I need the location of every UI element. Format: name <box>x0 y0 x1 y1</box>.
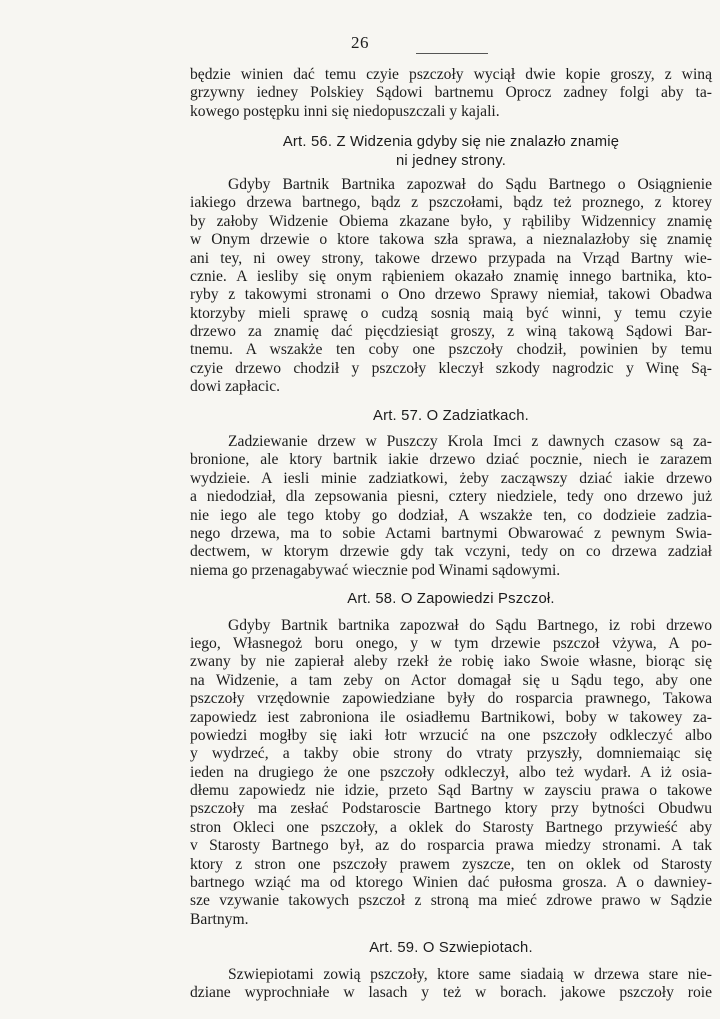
text-line: Zadziewanie drzew w Puszczy Krola Imci z dawnych czasow są za- <box>228 433 712 451</box>
text-line: pszczoły ma zesłać Podstaroscie Bartnego ktory przy bytności Obudwu <box>190 800 712 818</box>
text-line: na Widzenie, a tam zeby on Actor domagał się u Sądu tego, aby one <box>190 671 712 689</box>
text-line: stron Okleci one pszczoły, a oklek do Starosty Bartnego przywieść aby <box>190 818 712 836</box>
text-line: v Starosty Bartnego był, az do rosparcia prawa miedzy stronami. A tak <box>190 837 712 855</box>
article-56 <box>190 133 712 396</box>
text-line: zwany by nie zapierał aleby rzekł że robię iako Swoie własne, biorąc się <box>190 653 712 671</box>
text-line: Szwiepiotami zowią pszczoły, ktore same siadaią w drzewa stare nie- <box>228 965 712 983</box>
text-line: drzewo za znamię dać pięcdziesiąt groszy, z winą takową Sądowi Bar- <box>190 323 712 341</box>
text-line: nie iego ale tego ktoby go dodział, A wszakże ten, co dodzieie zadzia- <box>190 506 712 524</box>
text-line: tnemu. A wszakże ten coby one pszczoły chodził, powinien by temu <box>190 341 712 359</box>
article-57 <box>190 407 712 581</box>
article-56-heading-continued: ni jedney strony. <box>395 152 507 169</box>
text-line: iego, Własnegoż boru onego, y w tym drzewie pszczoł vżywa, A po- <box>190 634 712 652</box>
text-line: pszczoły vrzędownie zapowiedziane były do rosparcia prawnego, Takowa <box>190 690 712 708</box>
text-line: ieden na drugiego że one pszczoły odkleczył, albo też wydarł. A iż osia- <box>190 763 712 781</box>
article-57-heading: Art. 57. O Zadziatkach. <box>373 407 529 424</box>
text-line: nego drzewa, ma to sobie Actami bartnymi Obwarować z pewnym Swia- <box>190 524 712 542</box>
text-line: y wydrzeć, a takby obie strony do vtraty przyszły, domniemaiąc się <box>190 745 712 763</box>
text-line: dectwem, w ktorym drzewie gdy tak vczyni, tedy on co drzewa zadział <box>190 543 712 561</box>
article-59 <box>190 939 712 1002</box>
text-line: ktory z stron one pszczoły prawem zyszcze, ten on oklek od Starosty <box>190 855 712 873</box>
text-line: będzie winien dać temu czyie pszczoły wyciął dwie kopie groszy, z winą <box>190 66 712 83</box>
text-line: w Onym drzewie o ktore takowa szła sprawa, a nieznalazłoby się znamię <box>190 231 712 249</box>
text-line: kowego postępku inni się niedopuszczali y kajali. <box>190 102 500 120</box>
text-line: by załoby Widzenie Obiema zkazane było, y rąbiliby Widzennicy znamię <box>190 212 712 230</box>
article-56-heading: Art. 56. Z Widzenia gdyby się nie znalazło znamię <box>282 134 620 151</box>
opening-paragraph <box>190 66 712 121</box>
text-line: zapowiedz iest zabroniona ile osiadłemu Bartnikowi, boby w takowey za- <box>190 708 712 726</box>
header-rule <box>416 53 488 54</box>
page-content <box>190 66 712 1002</box>
text-line: grzywny iedney Polskiey Sądowi bartnemu Oprocz zadney folgi aby ta- <box>190 84 712 102</box>
text-line: niema go przenagabywać wiecznie pod Winami sądowymi. <box>190 561 561 579</box>
page-number: 26 <box>351 33 369 52</box>
text-line: ktorzyby mieli sprawę o cudzą sosnią maią być winni, y temu czyie <box>190 304 712 322</box>
text-line: cznie. A iesliby się onym rąbieniem okazało znamię innego bartnika, kto- <box>190 267 712 285</box>
article-58 <box>190 590 712 929</box>
text-line: dziane wyprochniałe w lasach y też w borach. jakowe pszczoły roie <box>190 983 712 1001</box>
text-line: Gdyby Bartnik Bartnika zapozwał do Sądu Bartnego o Osiągnienie <box>228 175 712 193</box>
article-58-heading: Art. 58. O Zapowiedzi Pszczoł. <box>347 591 555 608</box>
text-line: Gdyby Bartnik bartnika zapozwał do Sądu Bartnego, iz robi drzewo <box>228 616 712 634</box>
text-line: dłemu zapowiedz nie idzie, przeto Sąd Bartny w zaysciu prawa o takowe <box>190 782 712 800</box>
article-59-heading: Art. 59. O Szwiepiotach. <box>369 940 533 957</box>
text-line: powiedzi mogłby się iaki łotr wrzucić na one pszczoły odkleczyć albo <box>190 726 712 744</box>
text-line: ani tey, ni owey strony, takowe drzewo przypada na Vrząd Bartny wie- <box>190 249 712 267</box>
text-line: wydzieie. A iesli minie zadziatkowi, żeby zacząwszy dziać iakie drzewo <box>190 469 712 487</box>
text-line: Bartnym. <box>190 910 249 928</box>
text-line: czyie drzewo chodził y pszczoły kleczył szkody nagrodzic y Winę Są- <box>190 359 712 377</box>
text-line: sze vzywanie takowych pszczoł z stroną ma mieć zdrowe prawo w Sądzie <box>190 892 712 910</box>
text-line: ryby z takowymi stronami o Ono drzewo Sprawy niemiał, takowi Obadwa <box>190 286 712 304</box>
text-line: bronione, ale ktory bartnik iakie drzewo dziać pocznie, niech ie zarazem <box>190 451 712 469</box>
text-line: iakiego drzewa bartnego, bądz z pszczołami, bądz też proznego, z ktorey <box>190 194 712 212</box>
text-line: dowi zapłacic. <box>190 378 281 396</box>
text-line: a niedodział, dla zepsowania piesni, cztery niedziele, tedy ono drzewo już <box>190 488 712 506</box>
text-line: bartnego wziąć ma od ktorego Winien dać pułosma grosza. A o dawniey- <box>190 874 712 892</box>
